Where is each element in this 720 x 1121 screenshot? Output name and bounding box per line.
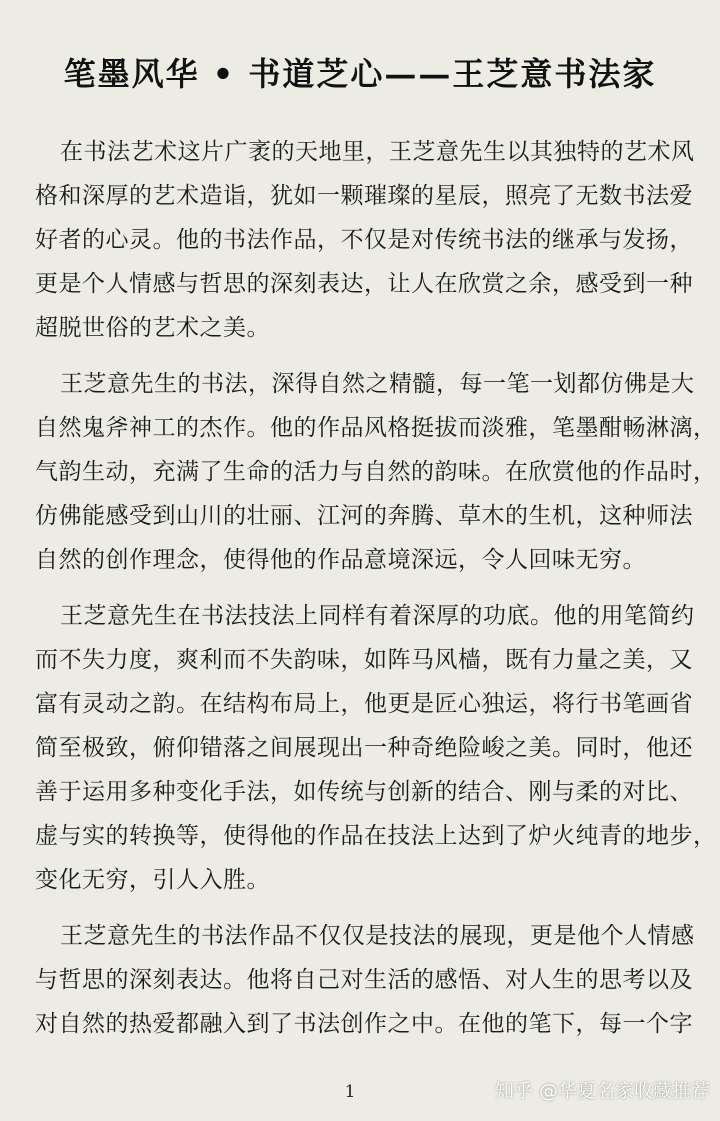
text-line: 更是个人情感与哲思的深刻表达，让人在欣赏之余，感受到一种 — [35, 271, 693, 297]
text-line: 而不失力度，爽利而不失韵味，如阵马风樯，既有力量之美，又 — [35, 647, 693, 673]
text-line: 与哲思的深刻表达。他将自己对生活的感悟、对人生的思考以及 — [35, 967, 693, 993]
text-line: 在书法艺术这片广袤的天地里，王芝意先生以其独特的艺术风 — [60, 139, 695, 165]
text-line: 自然的创作理念，使得他的作品意境深远，令人回味无穷。 — [35, 547, 646, 573]
text-line: 自然鬼斧神工的杰作。他的作品风格挺拔而淡雅，笔墨酣畅淋漓， — [35, 415, 717, 441]
watermark: 知乎 @华夏名家收藏推荐 — [494, 1080, 710, 1102]
text-line: 简至极致，俯仰错落之间展现出一种奇绝险峻之美。同时，他还 — [35, 735, 693, 761]
page-number: 1 — [344, 1082, 356, 1102]
text-line: 格和深厚的艺术造诣，犹如一颗璀璨的星辰，照亮了无数书法爱 — [35, 183, 693, 209]
text-line: 变化无穷，引人入胜。 — [35, 867, 270, 893]
text-line: 善于运用多种变化手法，如传统与创新的结合、刚与柔的对比、 — [35, 779, 693, 805]
text-line: 王芝意先生的书法作品不仅仅是技法的展现，更是他个人情感 — [60, 923, 695, 949]
document-title: 笔墨风华 • 书道芝心——王芝意书法家 — [63, 55, 657, 93]
text-line: 富有灵动之韵。在结构布局上，他更是匠心独运，将行书笔画省 — [35, 691, 693, 717]
text-line: 好者的心灵。他的书法作品，不仅是对传统书法的继承与发扬， — [35, 227, 693, 253]
text-line: 仿佛能感受到山川的壮丽、江河的奔腾、草木的生机，这种师法 — [35, 503, 693, 529]
text-line: 虚与实的转换等，使得他的作品在技法上达到了炉火纯青的地步， — [35, 823, 717, 849]
text-line: 王芝意先生在书法技法上同样有着深厚的功底。他的用笔简约 — [60, 603, 695, 629]
text-line: 对自然的热爱都融入到了书法创作之中。在他的笔下，每一个字 — [35, 1011, 693, 1037]
text-line: 气韵生动，充满了生命的活力与自然的韵味。在欣赏他的作品时， — [35, 459, 717, 485]
text-line: 王芝意先生的书法，深得自然之精髓，每一笔一划都仿佛是大 — [60, 371, 695, 397]
text-line: 超脱世俗的艺术之美。 — [35, 315, 270, 341]
